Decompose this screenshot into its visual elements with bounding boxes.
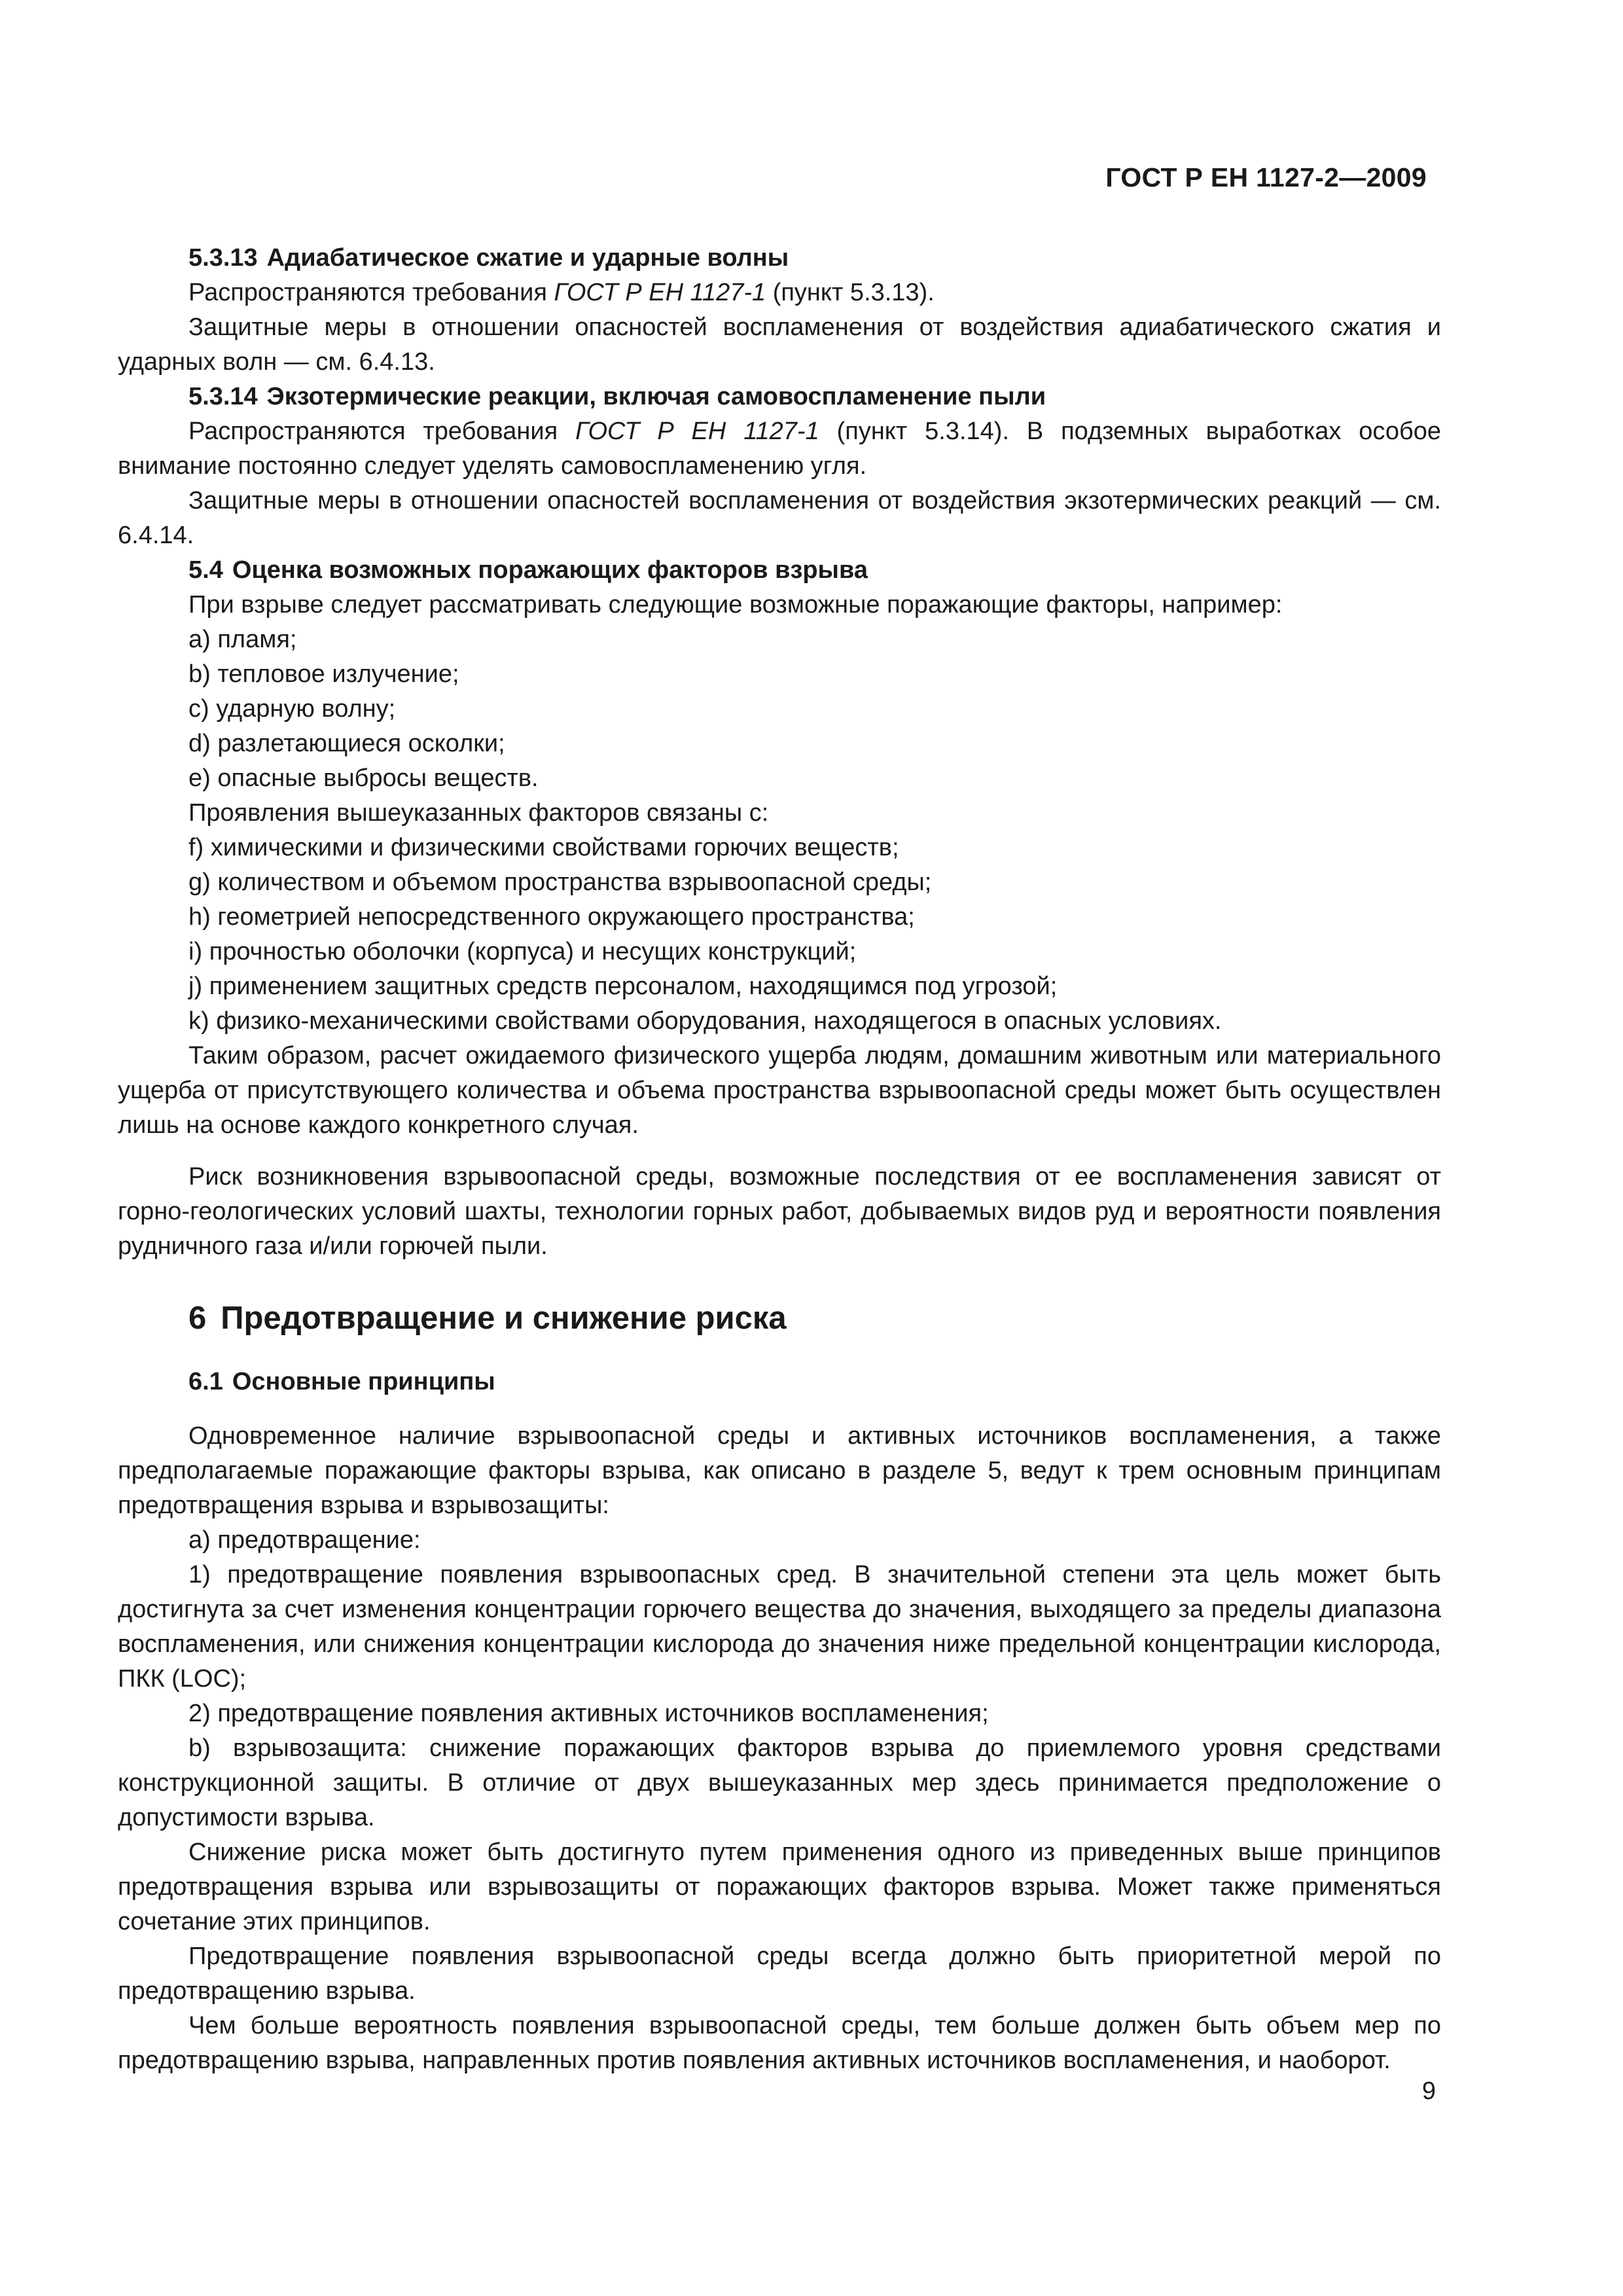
list-item: g) количеством и объемом пространства взрывоопасной среды; <box>188 869 932 896</box>
standard-reference: ГОСТ Р ЕН 1127-1 <box>554 279 766 306</box>
document-header: ГОСТ Р ЕН 1127-2—2009 <box>1105 162 1427 192</box>
list-item: c) ударную волну; <box>188 695 396 723</box>
subsection-heading-5-3-13 <box>118 241 1441 276</box>
paragraph: Чем больше вероятность появления взрывоопасной среды, тем больше должен быть объем мер по предотвращению взрыва, направленных против появления активных источников воспламенения, и наоборот. <box>118 2012 1441 2074</box>
paragraph: Предотвращение появления взрывоопасной среды всегда должно быть приоритетной мерой по предотвращению взрыва. <box>118 1943 1441 2005</box>
text-run: Распространяются требования <box>188 418 576 445</box>
paragraph: При взрыве следует рассматривать следующие возможные поражающие факторы, например: <box>188 591 1283 619</box>
text-run: Распространяются требования <box>188 279 554 306</box>
list-item: e) опасные выбросы веществ. <box>188 764 539 792</box>
list-item: j) применением защитных средств персоналом, находящимся под угрозой; <box>188 973 1058 1000</box>
list-item: h) геометрией непосредственного окружающего пространства; <box>188 903 915 931</box>
list-item: a) предотвращение: <box>188 1526 421 1554</box>
paragraph: 1) предотвращение появления взрывоопасных сред. В значительной степени эта цель может быть достигнута за счет изменения концентрации горючего вещества до значения, выходящего за пределы диапазона воспламенения, или снижения концентрации кислорода до значения ниже предельной концентрации кислорода, ПКК (LOC); <box>118 1561 1441 1693</box>
page-number: 9 <box>1421 2077 1436 2105</box>
list-item: a) пламя; <box>188 626 297 653</box>
subsection-number: 5.4 <box>188 556 223 584</box>
subsection-title: Экзотермические реакции, включая самовоспламенение пыли <box>266 383 1046 410</box>
list-item: d) разлетающиеся осколки; <box>188 730 505 757</box>
paragraph: Защитные меры в отношении опасностей воспламенения от воздействия адиабатического сжатия и ударных волн — см. 6.4.13. <box>118 314 1441 376</box>
subsection-title: Оценка возможных поражающих факторов взрыва <box>232 556 868 584</box>
document-body <box>118 241 1441 2078</box>
section-number: 6 <box>188 1300 207 1336</box>
subsection-number: 5.3.13 <box>188 244 258 272</box>
list-item: 2) предотвращение появления активных источников воспламенения; <box>188 1700 989 1727</box>
paragraph: Защитные меры в отношении опасностей воспламенения от воздействия экзотермических реакций — см. 6.4.14. <box>118 487 1441 549</box>
list-item: f) химическими и физическими свойствами горючих веществ; <box>188 834 899 861</box>
standard-reference: ГОСТ Р ЕН 1127-1 <box>575 418 819 445</box>
subsection-heading-5-3-14 <box>118 380 1441 414</box>
subsection-number: 5.3.14 <box>188 383 258 410</box>
section-title: Предотвращение и снижение риска <box>221 1300 787 1336</box>
subsection-heading-5-4 <box>118 553 1441 588</box>
paragraph: Снижение риска может быть достигнуто путем применения одного из приведенных выше принципов предотвращения взрыва или взрывозащиты от поражающих факторов взрыва. Может также применяться сочетание этих принципов. <box>118 1839 1441 1935</box>
paragraph: b) взрывозащита: снижение поражающих факторов взрыва до приемлемого уровня средствами конструкционной защиты. В отличие от двух вышеуказанных мер здесь принимается предположение о допустимости взрыва. <box>118 1734 1441 1831</box>
subsection-number: 6.1 <box>188 1368 223 1395</box>
paragraph: Риск возникновения взрывоопасной среды, возможные последствия от ее воспламенения зависят от горно-геологических условий шахты, технологии горных работ, добываемых видов руд и вероятности появления рудничного газа и/или горючей пыли. <box>118 1163 1441 1260</box>
text-run: (пункт 5.3.14). В подземных выработках особое внимание постоянно следует уделять самовоспламенению угля. <box>118 418 1441 480</box>
paragraph <box>118 276 1441 310</box>
paragraph: Таким образом, расчет ожидаемого физического ущерба людям, домашним животным или материального ущерба от присутствующего количества и объема пространства взрывоопасной среды может быть осуществлен лишь на основе каждого конкретного случая. <box>118 1042 1441 1139</box>
section-heading-6 <box>118 1298 1441 1338</box>
text-run: (пункт 5.3.13). <box>766 279 935 306</box>
subsection-title: Основные принципы <box>232 1368 495 1395</box>
list-item: i) прочностью оболочки (корпуса) и несущих конструкций; <box>188 938 857 965</box>
paragraph: Одновременное наличие взрывоопасной среды и активных источников воспламенения, а также предполагаемые поражающие факторы взрыва, как описано в разделе 5, ведут к трем основным принципам предотвращения взрыва и взрывозащиты: <box>118 1422 1441 1519</box>
paragraph: Проявления вышеуказанных факторов связаны с: <box>188 799 769 827</box>
subsection-title: Адиабатическое сжатие и ударные волны <box>266 244 789 272</box>
list-item: k) физико-механическими свойствами оборудования, находящегося в опасных условиях. <box>188 1007 1222 1035</box>
paragraph <box>118 414 1441 484</box>
subsection-heading-6-1 <box>118 1365 1441 1399</box>
list-item: b) тепловое излучение; <box>188 660 459 688</box>
